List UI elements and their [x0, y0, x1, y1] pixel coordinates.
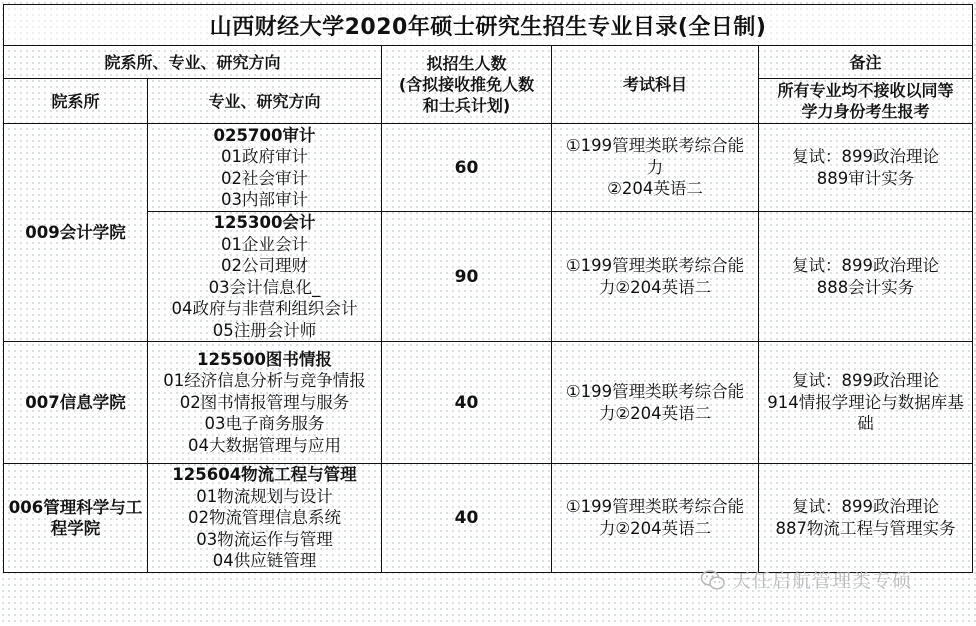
- direction-item: 02图书情报管理与服务: [179, 392, 350, 412]
- dept-cell: 009会计学院: [4, 124, 148, 342]
- direction-item: 01物流规划与设计: [196, 486, 333, 506]
- direction-item: 05注册会计师: [212, 320, 317, 340]
- major-cell: [148, 212, 382, 342]
- dept-cell: 007信息学院: [4, 342, 148, 464]
- quota-cell: 60: [382, 124, 552, 212]
- exam-line: ①199管理类联考综合能: [565, 256, 745, 275]
- remark-cell: [759, 464, 973, 573]
- remark-line: 复试：899政治理论: [792, 256, 940, 275]
- direction-item: 01政府审计: [221, 147, 308, 166]
- direction-item: 04大数据管理与应用: [188, 435, 341, 455]
- remark-line: 889审计实务: [816, 168, 915, 188]
- remark-cell: [759, 212, 973, 342]
- dept-cell: [4, 464, 148, 573]
- direction-item: 04政府与非营利组织会计: [171, 299, 358, 318]
- watermark-text: 天任启航管理类专硕: [732, 570, 913, 592]
- header-remarks-sub: [759, 79, 973, 124]
- exam-cell: [552, 342, 759, 464]
- exam-line: ①199管理类联考综合能: [565, 136, 745, 156]
- major-name: 125604物流工程与管理: [172, 465, 357, 484]
- quota-cell: 90: [382, 212, 552, 342]
- exam-cell: [552, 124, 759, 212]
- remark-line: 复试：899政治理论: [792, 371, 940, 391]
- direction-item: 03内部审计: [221, 190, 308, 209]
- watermark: [700, 566, 912, 593]
- header-exam: 考试科目: [552, 46, 759, 124]
- header-quota-line3: 和士兵计划): [422, 96, 511, 115]
- header-remarks-sub-line1: 所有专业均不接收以同等: [777, 81, 954, 100]
- table-row: [4, 464, 973, 573]
- exam-cell: [552, 212, 759, 342]
- remark-line: 888会计实务: [816, 277, 915, 297]
- catalog-table: [3, 4, 973, 573]
- direction-item: 01企业会计: [221, 234, 308, 254]
- header-remarks: 备注: [759, 46, 973, 79]
- exam-line: 力: [646, 157, 664, 177]
- wechat-icon: [700, 567, 726, 593]
- direction-item: 03会计信息化_: [208, 277, 321, 297]
- major-cell: [148, 464, 382, 573]
- direction-item: 03电子商务服务: [204, 414, 325, 434]
- dept-line: 程学院: [50, 518, 101, 538]
- table-row: [4, 342, 973, 464]
- remark-line: 复试：899政治理论: [792, 147, 940, 166]
- table-row: [4, 124, 973, 212]
- major-cell: [148, 124, 382, 212]
- exam-line: 力②204英语二: [598, 518, 712, 538]
- table-row: [4, 212, 973, 342]
- remark-line: 础: [857, 414, 874, 434]
- exam-line: ①199管理类联考综合能: [565, 497, 745, 517]
- exam-line: 力②204英语二: [598, 277, 712, 297]
- header-quota-line2: (含拟接收推免人数: [398, 75, 535, 94]
- quota-cell: 40: [382, 342, 552, 464]
- direction-item: 02物流管理信息系统: [188, 508, 341, 527]
- direction-item: 01经济信息分析与竞争情报: [163, 371, 366, 391]
- dept-line: 006管理科学与工: [8, 497, 143, 517]
- header-dept-major-group: 院系所、专业、研究方向: [4, 46, 382, 79]
- remark-cell: [759, 124, 973, 212]
- remark-line: 887物流工程与管理实务: [775, 518, 956, 538]
- header-major: 专业、研究方向: [148, 79, 382, 124]
- header-dept: 院系所: [4, 79, 148, 124]
- exam-line: ①199管理类联考综合能: [565, 382, 745, 401]
- major-name: 125300会计: [213, 213, 316, 232]
- direction-item: 03物流运作与管理: [196, 529, 333, 549]
- table-title: 山西财经大学2020年硕士研究生招生专业目录(全日制): [4, 5, 973, 46]
- direction-item: 02公司理财: [221, 256, 308, 275]
- major-name: 125500图书情报: [197, 349, 332, 369]
- major-cell: [148, 342, 382, 464]
- exam-line: ②204英语二: [607, 179, 703, 199]
- major-name: 025700审计: [213, 125, 316, 145]
- header-remarks-sub-line2: 学力身份考生报考: [801, 102, 930, 121]
- remark-line: 复试：899政治理论: [792, 497, 940, 517]
- remark-cell: [759, 342, 973, 464]
- quota-cell: 40: [382, 464, 552, 573]
- remark-line: 914情报学理论与数据库基: [767, 392, 964, 412]
- header-quota-line1: 拟招生人数: [426, 54, 507, 73]
- header-quota: [382, 46, 552, 124]
- direction-item: 02社会审计: [221, 168, 308, 188]
- exam-cell: [552, 464, 759, 573]
- exam-line: 力②204英语二: [598, 403, 712, 423]
- direction-item: 04供应链管理: [212, 551, 317, 570]
